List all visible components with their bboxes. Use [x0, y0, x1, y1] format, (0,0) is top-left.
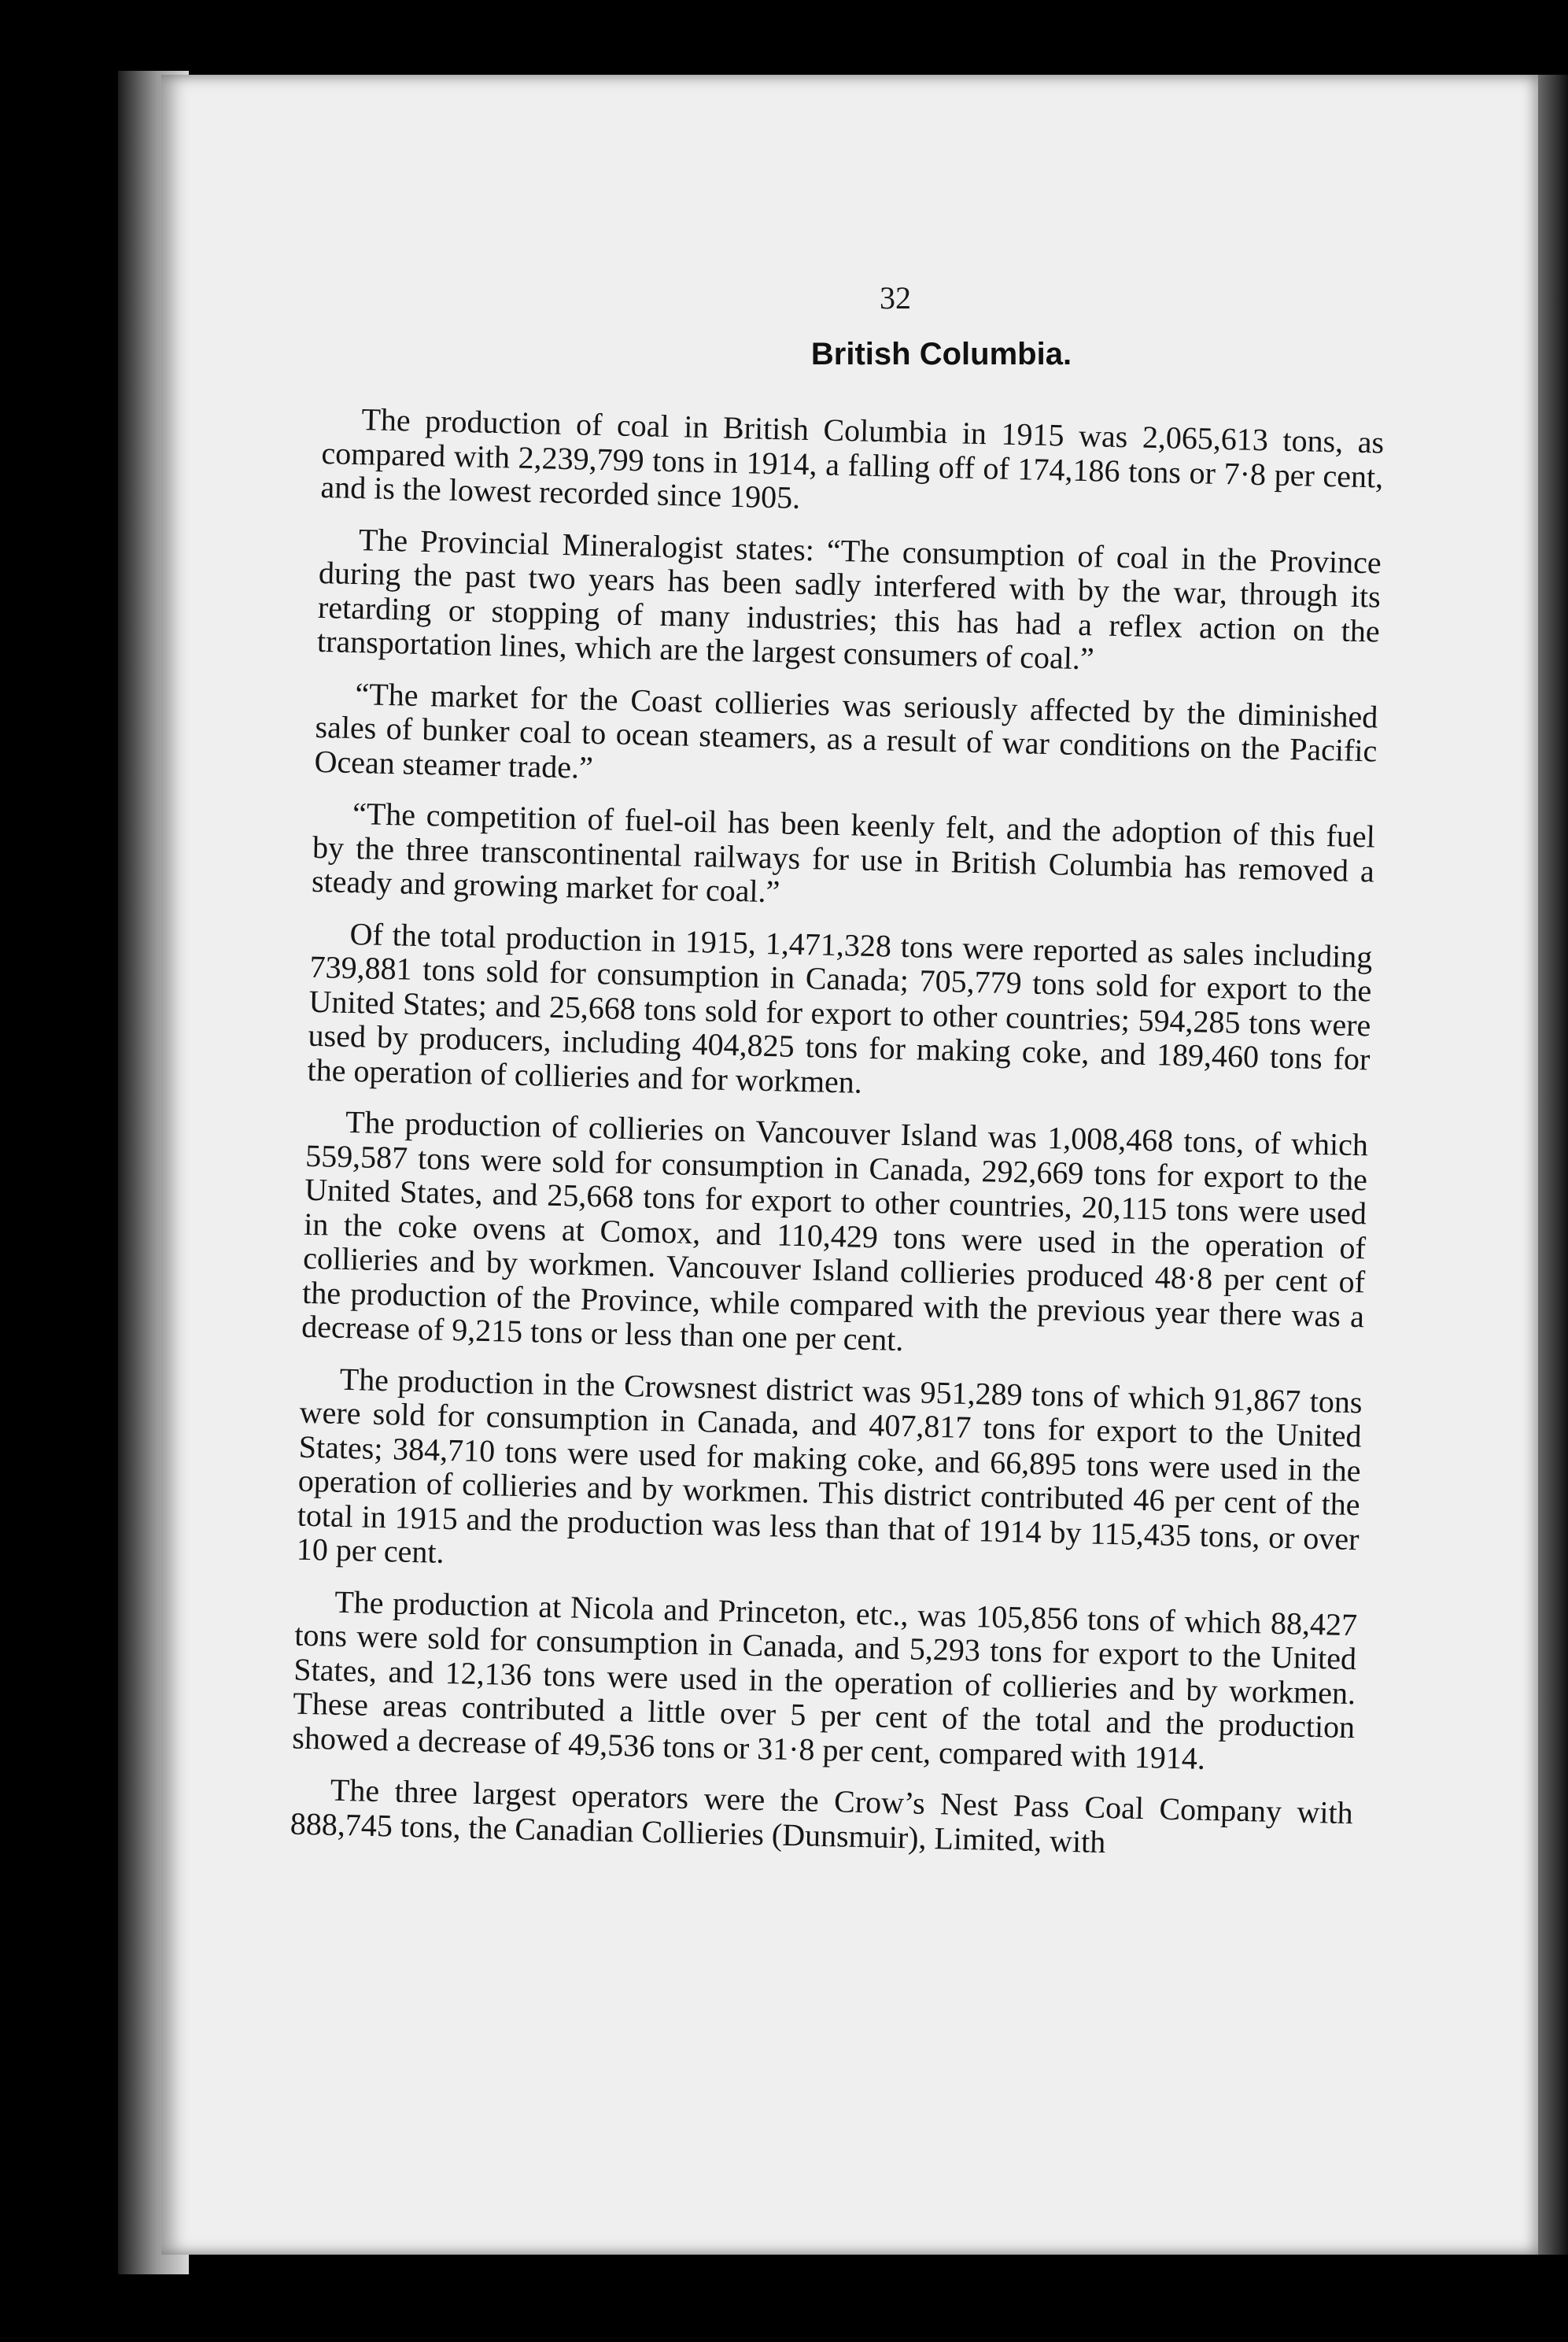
paragraph: The production in the Crowsnest district was 951,289 tons of which 91,867 tons were sold for consumption in Canada, and 407,817 tons for export to the United States; 384,710 tons were used for making coke, and 66,895 tons were used in the operation of collieries and by workmen. This district contributed 46 per cent of the total in 1915 and the production was less than that of 1914 by 115,435 tons, or over 10 per cent.: [296, 1361, 1363, 1570]
paragraph: The Provincial Mineralogist states: “The consumption of coal in the Province during the past two years has been sadly interfered with by the war, through its retarding or stopping of many industries; this has had a reflex action on the transportation lines, which are the largest consumers of coal.”: [316, 521, 1382, 677]
paragraph: The production of collieries on Vancouver Island was 1,008,468 tons, of which 559,587 tons were sold for consumption in Canada, 292,669 tons for export to the United States, and 25,668 tons for export to other countries, 20,115 tons were used in the coke ovens at Comox, and 110,429 tons were used in the operation of collieries and by workmen. Vancouver Island collieries produced 48·8 per cent of the production of the Province, while compared with the previous year there was a decrease of 9,215 tons or less than one per cent.: [301, 1103, 1369, 1358]
paragraph: “The market for the Coast collieries was seriously affected by the diminished sales of bunker coal to ocean steamers, as a result of war conditions on the Pacific Ocean steamer trade.”: [314, 675, 1378, 785]
paragraph: The three largest operators were the Crow’s Nest Pass Coal Company with 888,745 tons, the Canadian Collieries (Dunsmuir), Limited, with: [290, 1771, 1354, 1860]
paragraph: The production of coal in British Columbia in 1915 was 2,065,613 tons, as compared with 2,239,799 tons in 1914, a falling off of 174,186 tons or 7·8 per cent, and is the lowest recorded since 1905.: [320, 401, 1385, 515]
section-title: British Columbia.: [810, 337, 1072, 371]
scan-right-edge: [1538, 75, 1568, 2255]
paragraph: The production at Nicola and Princeton, etc., was 105,856 tons of which 88,427 tons were sold for consumption in Canada, and 5,293 tons for export to the United States, and 12,136 tons were used in the operation of collieries and by workmen. These areas contributed a little over 5 per cent of the total and the production showed a decrease of 49,536 tons or 31·8 per cent, compared with 1914.: [291, 1583, 1358, 1776]
paragraph: “The competition of fuel-oil has been keenly felt, and the adoption of this fuel by the three transcontinental railways for use in British Columbia has removed a steady and growing market for coal.”: [311, 796, 1376, 910]
body-text: [290, 401, 1385, 1882]
page-number: 32: [880, 280, 911, 316]
paragraph: Of the total production in 1915, 1,471,328 tons were reported as sales including 739,881 tons sold for consumption in Canada; 705,779 tons sold for export to the United States; and 25,668 tons sold for export to other countries; 594,285 tons were used by producers, including 404,825 tons for making coke, and 189,460 tons for the operation of collieries and for workmen.: [307, 915, 1373, 1100]
